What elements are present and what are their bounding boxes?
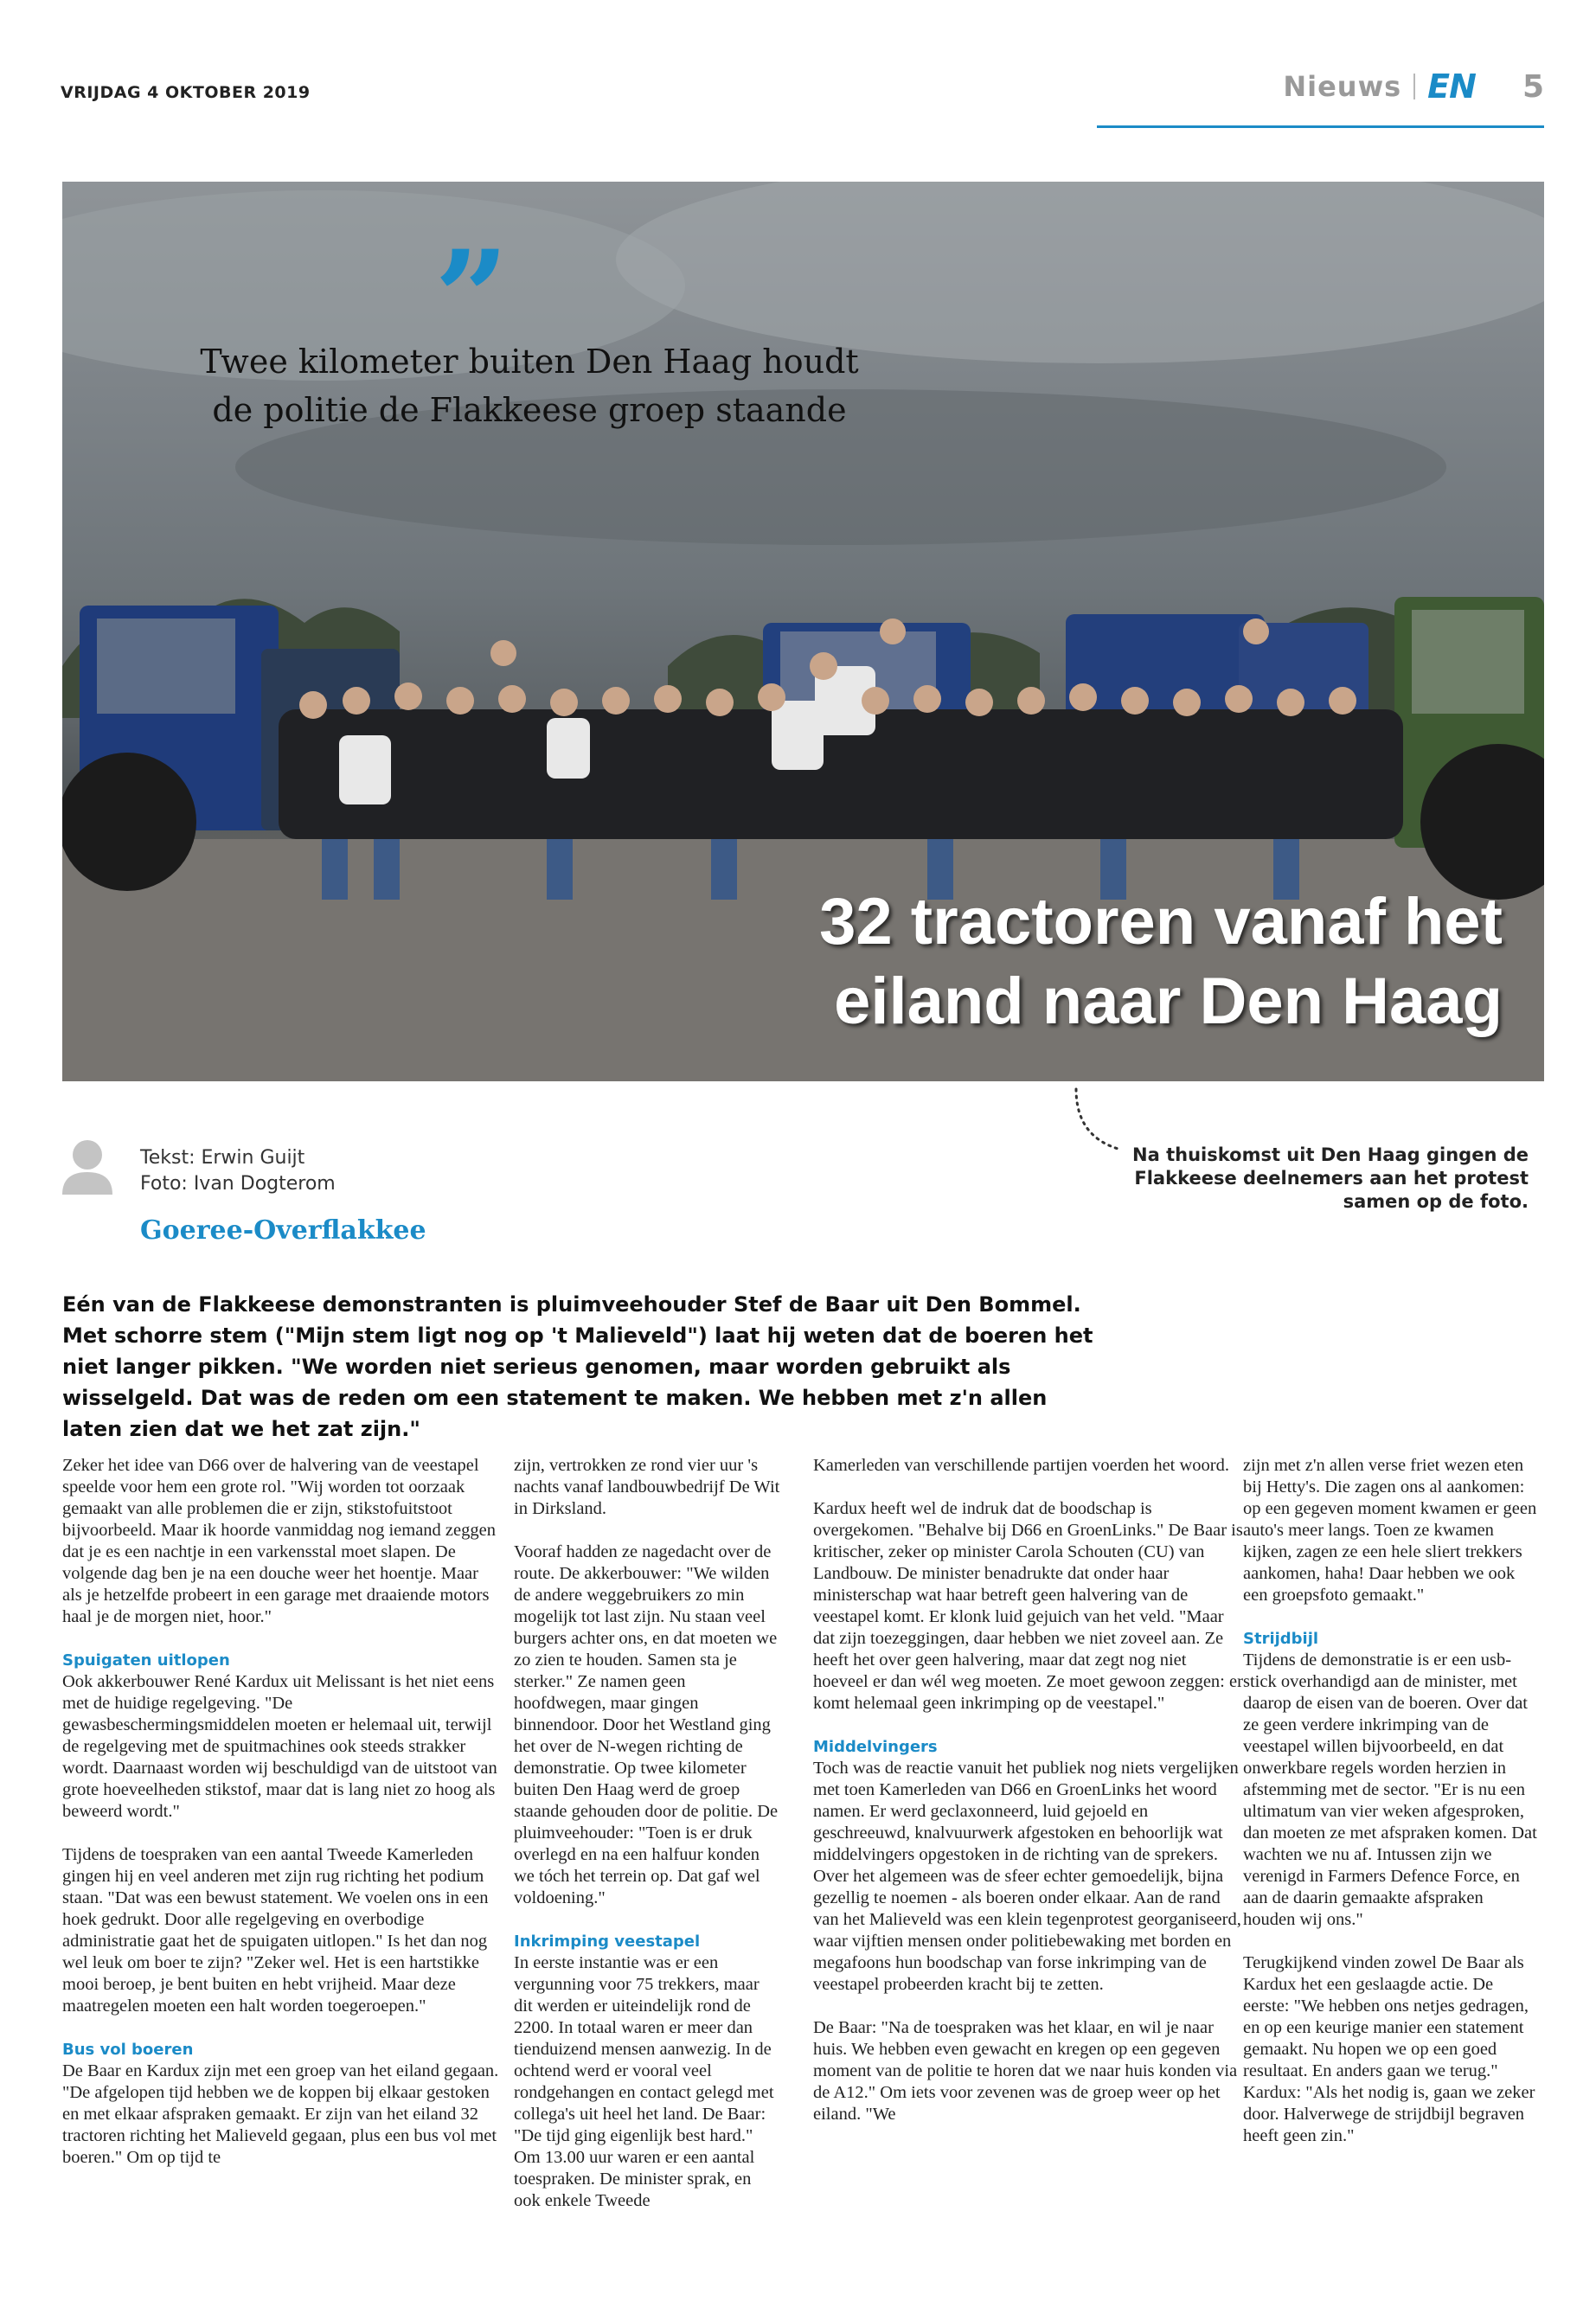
subheading: Spuigaten uitlopen <box>62 1651 230 1670</box>
photo-credit: Foto: Ivan Dogterom <box>140 1173 336 1195</box>
subheading: Strijdbijl <box>1243 1630 1319 1648</box>
section-label: Nieuws <box>1283 70 1402 103</box>
masthead-divider <box>1413 74 1415 99</box>
subheading: Middelvingers <box>813 1738 938 1756</box>
pull-quote: Twee kilometer buiten Den Haag houdt de politie de Flakkeese groep staande <box>200 343 859 429</box>
paragraph: Tijdens de toespraken van een aantal Tweede Kamerleden gingen hij en veel anderen met zijn rug richting het podium staan. "Dat was een bewust statement. We voelen ons in een hoek gedrukt. Door alle regelgeving en overbodige administratie gaat het de spuigaten uitlopen." Is het dan nog wel leuk om boer te zijn? "Zeker wel. Het is een hartstikke mooi beroep, je bent buiten en hebt vrijheid. Maar deze maatregelen moeten een halt worden toegeroepen." <box>62 1845 489 2016</box>
issue-date: VRIJDAG 4 OKTOBER 2019 <box>61 83 311 102</box>
paragraph: Vooraf hadden ze nagedacht over de route. De akkerbouwer: "We wilden de andere weggebruikers zo min mogelijk tot last zijn. Nu staan veel burgers achter ons, en dat moeten we zo zien te houden. Samen sta je sterker." Ze namen geen hoofdwegen, maar gingen binnendoor. Door het Westland ging het over de N-wegen richting de demonstratie. Op twee kilometer buiten Den Haag werd de groep staande gehouden door de politie. De pluimveehouder: "Toen is er druk overlegd en na een halfuur konden we tóch het terrein op. Dat gaf wel voldoening." <box>514 1542 779 1907</box>
header-rule <box>1097 125 1544 128</box>
column-2 <box>514 1455 782 2212</box>
group-photo <box>62 182 1544 1081</box>
paragraph: Terugkijkend vinden zowel De Baar als Kardux het een geslaagde actie. De eerste: "We hebben ons netjes gedragen, en op een keurige manier een statement gemaakt. Nu hopen we op een goed resultaat. En anders gaan we terug." Kardux: "Als het nodig is, gaan we zeker door. Halverwege de strijdbijl begraven heeft geen zin." <box>1243 1953 1535 2145</box>
column-1 <box>62 1455 499 2169</box>
paragraph: Ook akkerbouwer René Kardux uit Melissant is het niet eens met de huidige regelgeving. "De gewasbeschermingsmiddelen moeten er helemaal uit, terwijl de regelgeving met de spuitmachines ook steeds strakker wordt. Daarnaast worden wij beschuldigd van de uitstoot van grote hoeveelheden stikstof, maar dat is lang niet zo hoog als beweerd wordt." <box>62 1672 497 1821</box>
article-intro: Eén van de Flakkeese demonstranten is pluimveehouder Stef de Baar uit Den Bommel. Met schorre stem ("Mijn stem ligt nog op 't Malieveld") laat hij weten dat de boeren het niet langer pikken. "We worden niet serieus genomen, maar worden gebruikt als wisselgeld. Dat was de reden om een statement te maken. We hebben met z'n allen laten zien dat we het zat zijn." <box>62 1292 1093 1441</box>
page-number: 5 <box>1522 68 1544 105</box>
paragraph: Kardux heeft wel de indruk dat de boodschap is overgekomen. "Behalve bij D66 en GroenLinks." De Baar is kritischer, zeker op minister Carola Schouten (CU) van Landbouw. De minister benadrukte dat onder haar ministerschap wat haar betreft geen halvering van de veestapel komt. Er klonk luid gejuich van het veld. "Maar dat zijn toezeggingen, daar hebben we niet zoveel aan. Ze heeft het over geen halvering, maar dat zegt nog niet hoeveel er dan wél weg moeten. Ze moet gewoon zeggen: er komt helemaal geen inkrimping op de veestapel." <box>813 1499 1243 1713</box>
subheading: Bus vol boeren <box>62 2041 194 2059</box>
paragraph: De Baar en Kardux zijn met een groep van het eiland gegaan. "De afgelopen tijd hebben we de koppen bij elkaar gestoken en met elkaar afspraken gemaakt. Er zijn van het eiland 32 tractoren richting het Malieveld gegaan, plus een bus vol met boeren." Om op tijd te <box>62 2061 499 2167</box>
paragraph: zijn met z'n allen verse friet wezen eten bij Hetty's. Die zagen ons al aankomen: op een gegeven moment kwamen er geen auto's meer langs. Toen ze kwamen kijken, zagen ze een hele sliert trekkers aankomen, haha! Daar hebben we ook een groepsfoto gemaakt." <box>1243 1456 1537 1605</box>
region-label: Goeree-Overflakkee <box>140 1215 426 1246</box>
paragraph: De Baar: "Na de toespraken was het klaar, en wil je naar huis. We hebben even gewacht en kregen op een gegeven moment van de politie te horen dat we naar huis konden via de A12." Om iets voor zevenen was de groep weer op het eiland. "We <box>813 2018 1238 2124</box>
column-4 <box>1243 1455 1537 2147</box>
masthead <box>1283 67 1544 106</box>
paragraph: zijn, vertrokken ze rond vier uur 's nachts vanaf landbouwbedrijf De Wit in Dirksland. <box>514 1456 780 1518</box>
paragraph: Zeker het idee van D66 over de halvering van de veestapel speelde voor hem een grote rol. "Wij worden tot oorzaak gemaakt van alle problemen die er zijn, stikstofuitstoot bijvoorbeeld. Maar ik hoorde vanmiddag nog iemand zeggen dat je es een nachtje in een varkensstal moet slapen. De volgende dag ben je na een douche weer het hoentje. Maar als je hetzelfde probeert in een garage met draaiende motors haal je de morgen niet, hoor." <box>62 1456 496 1626</box>
paragraph: Kamerleden van verschillende partijen voerden het woord. <box>813 1456 1229 1475</box>
paragraph: In eerste instantie was er een vergunning voor 75 trekkers, maar dit werden er uiteindelijk rond de 2200. In totaal waren er meer dan tienduizend mensen aanwezig. In de ochtend werd er vooral veel rondgehangen en contact gelegd met collega's uit heel het land. De Baar: "De tijd ging eigenlijk best hard." Om 13.00 uur waren er een aantal toespraken. De minister sprak, en ook enkele Tweede <box>514 1953 774 2210</box>
subheading: Inkrimping veestapel <box>514 1932 701 1951</box>
photo-caption: Na thuiskomst uit Den Haag gingen de Flakkeese deelnemers aan het protest samen op de foto. <box>1132 1144 1529 1212</box>
article-body <box>62 1455 1544 2234</box>
quote-mark-icon: ” <box>434 222 510 375</box>
byline-credits <box>140 1145 336 1197</box>
author-avatar-icon <box>62 1138 112 1195</box>
article-headline: 32 tractoren vanaf het eiland naar Den Haag <box>819 885 1503 1038</box>
caption-pointer-icon <box>1073 1086 1125 1155</box>
author-credit: Tekst: Erwin Guijt <box>140 1147 305 1169</box>
paragraph: Toch was de reactie vanuit het publiek nog niets vergelijken met toen Kamerleden van D66 en GroenLinks het woord namen. Er werd geclaxonneerd, luid gejoeld en geschreeuwd, knalvuurwerk afgestoken en behoorlijk wat middelvingers opgestoken in de richting van de sprekers. Over het algemeen was de sfeer echter gemoedelijk, bijna gezellig te noemen - als boeren onder elkaar. Aan de rand van het Malieveld was een klein tegenprotest georganiseerd, waar vijftien mensen onder politiebewaking met borden en megafoons hun boodschap van forse inkrimping van de veestapel probeerden kracht bij te zetten. <box>813 1759 1241 1994</box>
paragraph: Tijdens de demonstratie is er een usb-stick overhandigd aan de minister, met daarop de eisen van de boeren. Over dat ze geen verdere inkrimping van de veestapel willen bijvoorbeeld, en dat onwerkbare regels worden herzien in afstemming met de sector. "Er is nu een ultimatum van vier weken afgesproken, dan moeten ze met afspraken komen. Dat wachten we nu af. Intussen zijn we verenigd in Farmers Defence Force, en aan de daarin gemaakte afspraken houden wij ons." <box>1243 1650 1537 1929</box>
column-3 <box>813 1455 1246 2125</box>
en-logo: EN <box>1427 67 1476 106</box>
